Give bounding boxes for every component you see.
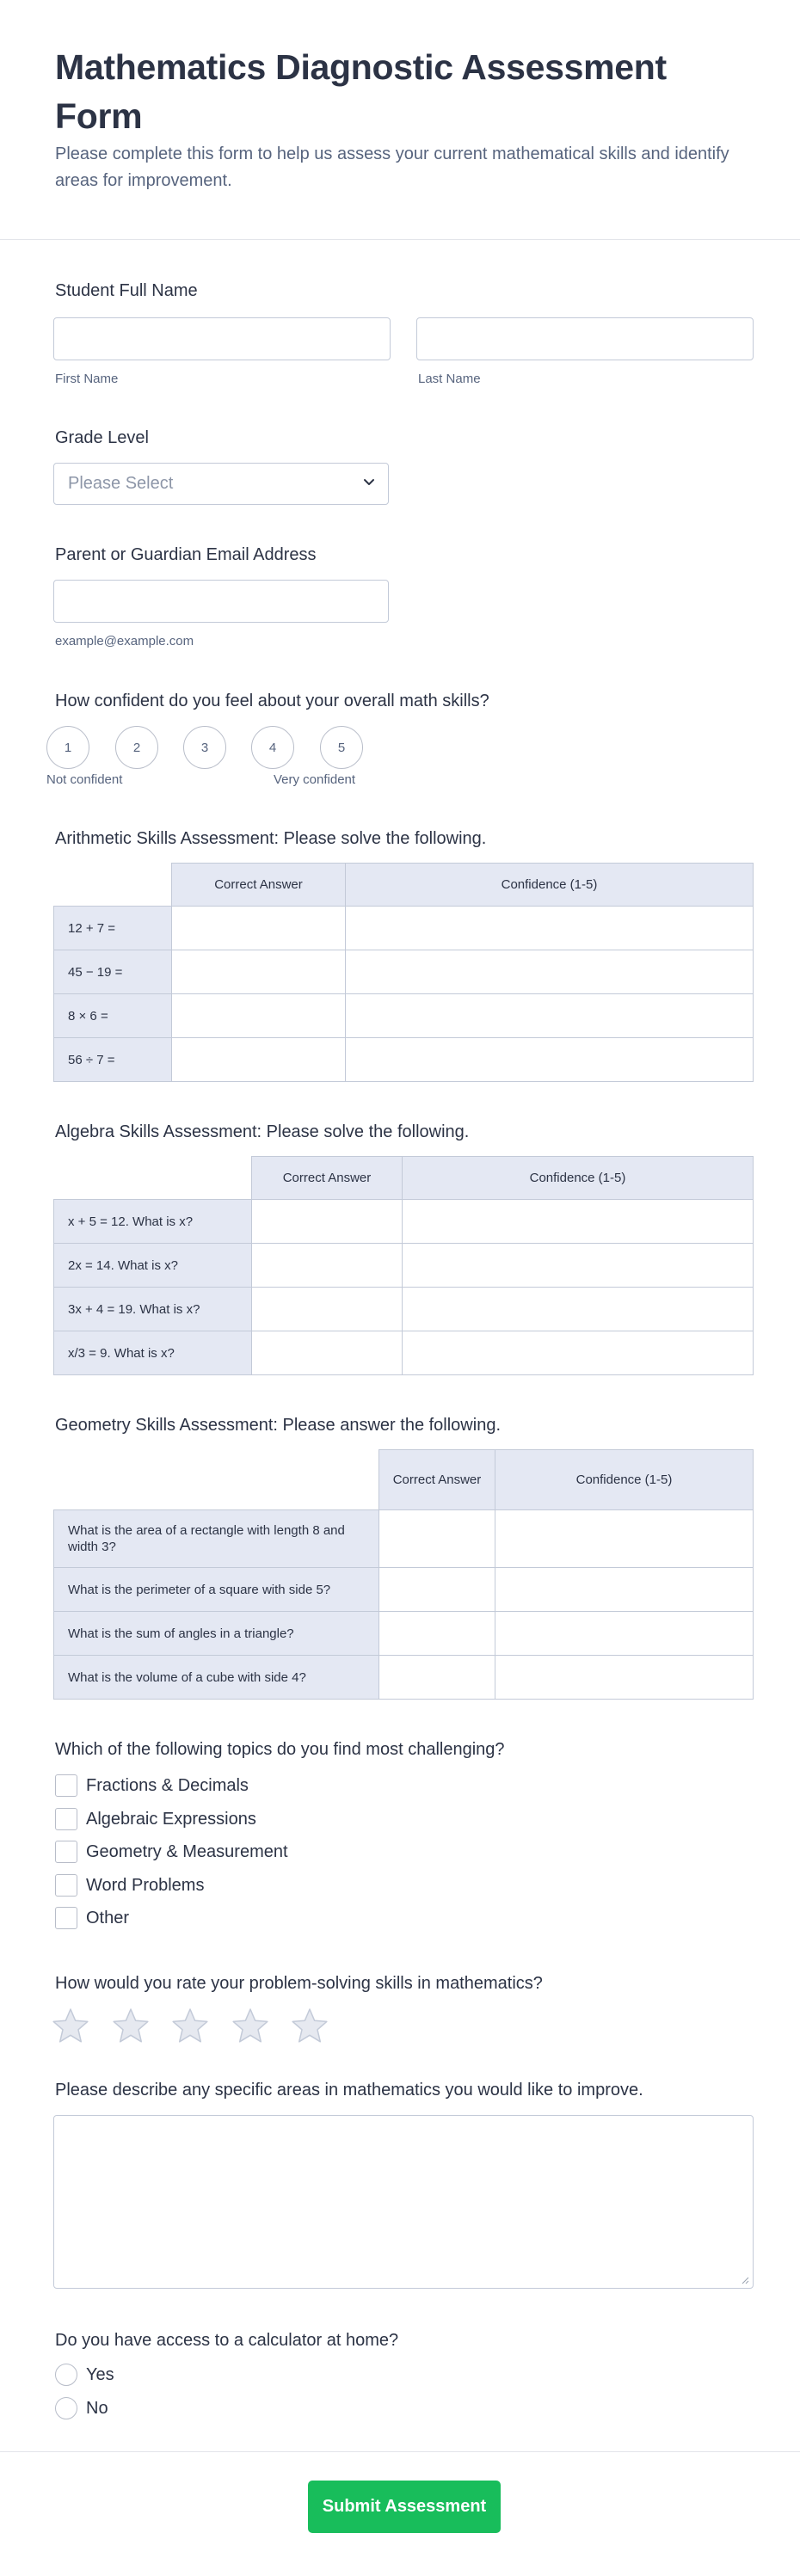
email-hint: example@example.com bbox=[55, 634, 194, 649]
algebra-matrix bbox=[53, 1156, 754, 1375]
arithmetic-section bbox=[55, 827, 754, 850]
arithmetic-matrix bbox=[53, 863, 754, 1082]
answer-cell[interactable] bbox=[172, 994, 346, 1038]
confidence-cell[interactable] bbox=[403, 1200, 754, 1244]
scale-option-1[interactable]: 1 bbox=[46, 726, 89, 769]
answer-cell[interactable] bbox=[252, 1331, 403, 1375]
confidence-cell[interactable] bbox=[346, 907, 754, 950]
footer-divider bbox=[0, 2451, 800, 2452]
form-title: Mathematics Diagnostic Assessment Form bbox=[55, 47, 667, 136]
student-name-label: Student Full Name bbox=[55, 281, 198, 300]
confidence-cell[interactable] bbox=[495, 1510, 754, 1568]
rating-section bbox=[55, 1972, 754, 1995]
star-icon[interactable] bbox=[231, 2007, 269, 2044]
first-name-input[interactable] bbox=[53, 317, 391, 360]
scale-option-3[interactable]: 3 bbox=[183, 726, 226, 769]
star-icon[interactable] bbox=[52, 2007, 89, 2044]
last-name-sublabel: Last Name bbox=[418, 372, 481, 386]
checkbox[interactable] bbox=[55, 1907, 77, 1929]
matrix-row-label: What is the perimeter of a square with side 5? bbox=[54, 1568, 379, 1612]
topic-option-label: Word Problems bbox=[86, 1875, 205, 1895]
matrix-column-header: Correct Answer bbox=[252, 1157, 403, 1200]
scale-max-label: Very confident bbox=[274, 772, 356, 787]
scale-option-2[interactable]: 2 bbox=[115, 726, 158, 769]
student-name-section bbox=[55, 280, 754, 302]
answer-cell[interactable] bbox=[252, 1244, 403, 1288]
matrix-row-label: x/3 = 9. What is x? bbox=[54, 1331, 252, 1375]
matrix-column-header: Correct Answer bbox=[172, 864, 346, 907]
confidence-cell[interactable] bbox=[346, 994, 754, 1038]
confidence-cell[interactable] bbox=[346, 950, 754, 994]
matrix-row-label: What is the volume of a cube with side 4? bbox=[54, 1656, 379, 1700]
matrix-row-label: 12 + 7 = bbox=[54, 907, 172, 950]
confidence-cell[interactable] bbox=[495, 1568, 754, 1612]
answer-cell[interactable] bbox=[172, 950, 346, 994]
star-icon[interactable] bbox=[291, 2007, 329, 2044]
topic-option-label: Geometry & Measurement bbox=[86, 1841, 288, 1861]
star-icon[interactable] bbox=[171, 2007, 209, 2044]
matrix-column-header: Confidence (1-5) bbox=[346, 864, 754, 907]
matrix-column-header: Confidence (1-5) bbox=[495, 1450, 754, 1510]
topic-option[interactable] bbox=[55, 1874, 204, 1897]
answer-cell[interactable] bbox=[379, 1612, 495, 1656]
first-name-sublabel: First Name bbox=[55, 372, 119, 386]
geometry-matrix bbox=[53, 1449, 754, 1700]
scale-min-label: Not confident bbox=[46, 772, 123, 787]
star-icon[interactable] bbox=[112, 2007, 150, 2044]
form-subtitle: Please complete this form to help us assess your current mathematical skills and identify areas for improvement. bbox=[55, 144, 729, 190]
topics-label: Which of the following topics do you find most challenging? bbox=[55, 1740, 505, 1759]
calculator-option[interactable] bbox=[55, 2364, 114, 2386]
calculator-option-label: Yes bbox=[86, 2364, 114, 2384]
calculator-option-label: No bbox=[86, 2398, 108, 2418]
improve-textarea[interactable] bbox=[53, 2115, 754, 2289]
topic-option[interactable] bbox=[55, 1841, 288, 1863]
topics-section bbox=[55, 1738, 754, 1761]
scale-option-4[interactable]: 4 bbox=[251, 726, 294, 769]
matrix-column-header: Confidence (1-5) bbox=[403, 1157, 754, 1200]
checkbox[interactable] bbox=[55, 1874, 77, 1897]
answer-cell[interactable] bbox=[172, 1038, 346, 1082]
calculator-section bbox=[55, 2329, 754, 2352]
email-input[interactable] bbox=[53, 580, 389, 623]
calculator-option[interactable] bbox=[55, 2397, 108, 2419]
matrix-row-label: 2x = 14. What is x? bbox=[54, 1244, 252, 1288]
matrix-row-label: What is the sum of angles in a triangle? bbox=[54, 1612, 379, 1656]
matrix-column-header: Correct Answer bbox=[379, 1450, 495, 1510]
improve-section bbox=[55, 2079, 754, 2101]
chevron-down-icon bbox=[362, 474, 376, 494]
radio-button[interactable] bbox=[55, 2397, 77, 2419]
confidence-cell[interactable] bbox=[403, 1244, 754, 1288]
grade-label: Grade Level bbox=[55, 428, 149, 447]
answer-cell[interactable] bbox=[252, 1288, 403, 1331]
submit-button[interactable]: Submit Assessment bbox=[308, 2481, 501, 2533]
email-section bbox=[55, 544, 754, 566]
scale-option-5[interactable]: 5 bbox=[320, 726, 363, 769]
geometry-label: Geometry Skills Assessment: Please answer the following. bbox=[55, 1416, 501, 1435]
improve-label: Please describe any specific areas in mathematics you would like to improve. bbox=[55, 2081, 643, 2100]
form-header bbox=[0, 0, 800, 240]
answer-cell[interactable] bbox=[252, 1200, 403, 1244]
matrix-row-label: What is the area of a rectangle with length 8 and width 3? bbox=[54, 1510, 379, 1568]
confidence-cell[interactable] bbox=[495, 1612, 754, 1656]
topic-option-label: Other bbox=[86, 1908, 130, 1927]
arithmetic-label: Arithmetic Skills Assessment: Please solve the following. bbox=[55, 829, 487, 848]
algebra-section bbox=[55, 1121, 754, 1143]
calculator-label: Do you have access to a calculator at home? bbox=[55, 2331, 399, 2350]
confidence-cell[interactable] bbox=[346, 1038, 754, 1082]
grade-select[interactable] bbox=[53, 463, 389, 505]
resize-handle-icon[interactable] bbox=[741, 2276, 749, 2284]
grade-select-value: Please Select bbox=[68, 474, 174, 493]
topic-option[interactable] bbox=[55, 1907, 129, 1929]
geometry-section bbox=[55, 1414, 754, 1436]
answer-cell[interactable] bbox=[379, 1510, 495, 1568]
last-name-input[interactable] bbox=[416, 317, 754, 360]
checkbox[interactable] bbox=[55, 1808, 77, 1830]
matrix-row-label: 3x + 4 = 19. What is x? bbox=[54, 1288, 252, 1331]
confidence-section bbox=[55, 690, 754, 712]
answer-cell[interactable] bbox=[379, 1568, 495, 1612]
matrix-row-label: x + 5 = 12. What is x? bbox=[54, 1200, 252, 1244]
matrix-row-label: 45 − 19 = bbox=[54, 950, 172, 994]
confidence-cell[interactable] bbox=[403, 1331, 754, 1375]
confidence-label: How confident do you feel about your overall math skills? bbox=[55, 692, 489, 710]
answer-cell[interactable] bbox=[379, 1656, 495, 1700]
topic-option-label: Fractions & Decimals bbox=[86, 1775, 249, 1795]
grade-section bbox=[55, 427, 754, 449]
radio-button[interactable] bbox=[55, 2364, 77, 2386]
algebra-label: Algebra Skills Assessment: Please solve the following. bbox=[55, 1122, 470, 1141]
rating-label: How would you rate your problem-solving skills in mathematics? bbox=[55, 1974, 543, 1993]
matrix-row-label: 8 × 6 = bbox=[54, 994, 172, 1038]
topic-option[interactable] bbox=[55, 1808, 256, 1830]
matrix-row-label: 56 ÷ 7 = bbox=[54, 1038, 172, 1082]
topic-option[interactable] bbox=[55, 1774, 249, 1797]
checkbox[interactable] bbox=[55, 1841, 77, 1863]
answer-cell[interactable] bbox=[172, 907, 346, 950]
email-label: Parent or Guardian Email Address bbox=[55, 545, 317, 564]
checkbox[interactable] bbox=[55, 1774, 77, 1797]
confidence-cell[interactable] bbox=[495, 1656, 754, 1700]
topic-option-label: Algebraic Expressions bbox=[86, 1809, 256, 1829]
confidence-cell[interactable] bbox=[403, 1288, 754, 1331]
